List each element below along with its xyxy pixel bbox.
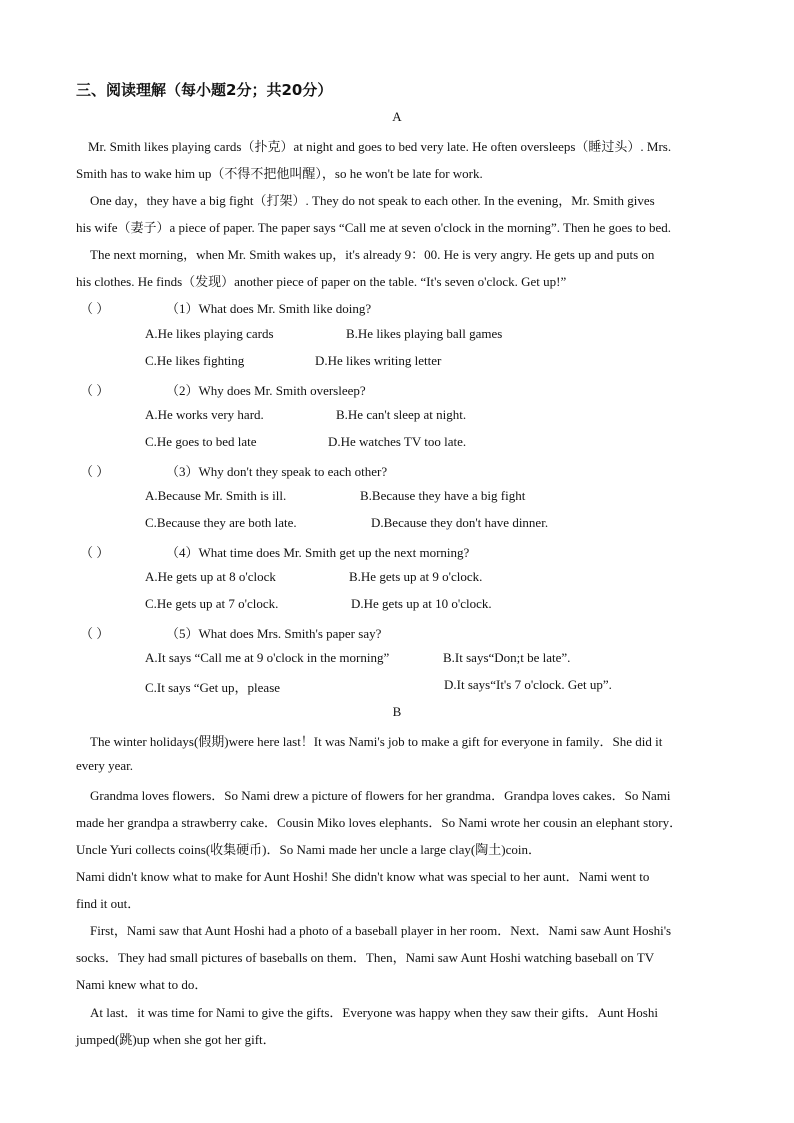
section-heading: 三、阅读理解（每小题2分；共20分） [76,81,333,99]
question-1 [80,298,371,317]
passage-b-line: socks．They had small pictures of baseballs on them．Then，Nami saw Aunt Hoshi watching baseball on TV [76,950,655,965]
answer-blank[interactable]: （ ） [80,383,110,398]
passage-b-line: First，Nami saw that Aunt Hoshi had a photo of a baseball player in her room．Next．Nami saw Aunt Hoshi's [90,923,672,938]
option-b: B.It says“Don;t be late”. [443,650,571,665]
question-stem: （4）What time does Mr. Smith get up the next morning? [166,545,470,560]
answer-blank[interactable]: （ ） [80,464,110,479]
option-a: A.It says “Call me at 9 o'clock in the morning” [145,650,390,665]
question-4 [80,542,469,561]
answer-blank[interactable]: （ ） [80,545,110,560]
passage-a-line: One day，they have a big fight（打架）. They do not speak to each other. In the evening，Mr. Smith gives [90,193,655,208]
answer-blank[interactable]: （ ） [80,626,110,641]
option-a: A.He likes playing cards [145,326,274,341]
answer-blank[interactable]: （ ） [80,301,110,316]
passage-a-line: The next morning，when Mr. Smith wakes up，it's already 9：00. He is very angry. He gets up and puts on [90,247,655,262]
option-c: C.He gets up at 7 o'clock. [145,596,279,611]
option-d: D.He watches TV too late. [328,434,467,449]
question-stem: （5）What does Mrs. Smith's paper say? [166,626,382,641]
question-3 [80,461,387,480]
passage-a-title: A [392,109,402,124]
option-b: B.He gets up at 9 o'clock. [349,569,483,584]
question-stem: （3）Why don't they speak to each other? [166,464,388,479]
passage-b-line: At last．it was time for Nami to give the gifts．Everyone was happy when they saw their gifts．Aunt Hoshi [90,1005,658,1020]
option-b: B.Because they have a big fight [360,488,526,503]
passage-b-title: B [392,704,402,719]
question-2 [80,380,366,399]
passage-b-line: made her grandpa a strawberry cake．Cousin Miko loves elephants．So Nami wrote her cousin an elephant story． [76,815,683,830]
option-d: D.Because they don't have dinner. [371,515,549,530]
option-c: C.He likes fighting [145,353,245,368]
passage-b-line: jumped(跳)up when she got her gift． [76,1032,276,1047]
option-a: A.He works very hard. [145,407,264,422]
option-b: B.He likes playing ball games [346,326,503,341]
question-stem: （1）What does Mr. Smith like doing? [166,301,372,316]
passage-b-line: Grandma loves flowers．So Nami drew a picture of flowers for her grandma．Grandpa loves cakes．So Nami [90,788,671,803]
option-a: A.He gets up at 8 o'clock [145,569,276,584]
option-a: A.Because Mr. Smith is ill. [145,488,287,503]
passage-a-line: his clothes. He finds（发现）another piece of paper on the table. “It's seven o'clock. Get up!” [76,274,567,289]
passage-b-line: The winter holidays(假期)were here last！It was Nami's job to make a gift for everyone in family．She did it [90,734,663,749]
option-c: C.He goes to bed late [145,434,257,449]
option-b: B.He can't sleep at night. [336,407,467,422]
option-d: D.He likes writing letter [315,353,442,368]
passage-a-line: his wife（妻子）a piece of paper. The paper says “Call me at seven o'clock in the morning”. Then he goes to bed. [76,220,671,235]
passage-a-line: Smith has to wake him up（不得不把他叫醒），so he won't be late for work. [76,166,483,181]
option-c: C.It says “Get up，please [145,680,281,695]
passage-b-line: Uncle Yuri collects coins(收集硬币)．So Nami made her uncle a large clay(陶土)coin． [76,842,541,857]
option-d: D.It says“It's 7 o'clock. Get up”. [444,677,612,692]
question-5 [80,623,381,642]
question-stem: （2）Why does Mr. Smith oversleep? [166,383,366,398]
passage-b-line: Nami didn't know what to make for Aunt Hoshi! She didn't know what was special to her aunt．Nami went to [76,869,650,884]
option-d: D.He gets up at 10 o'clock. [351,596,492,611]
option-c: C.Because they are both late. [145,515,297,530]
passage-b-line: find it out． [76,896,141,911]
passage-a-line: Mr. Smith likes playing cards（扑克）at night and goes to bed very late. He often oversleeps（睡过头）. Mrs. [88,139,672,154]
passage-b-line: every year. [76,758,134,773]
passage-b-line: Nami knew what to do． [76,977,208,992]
